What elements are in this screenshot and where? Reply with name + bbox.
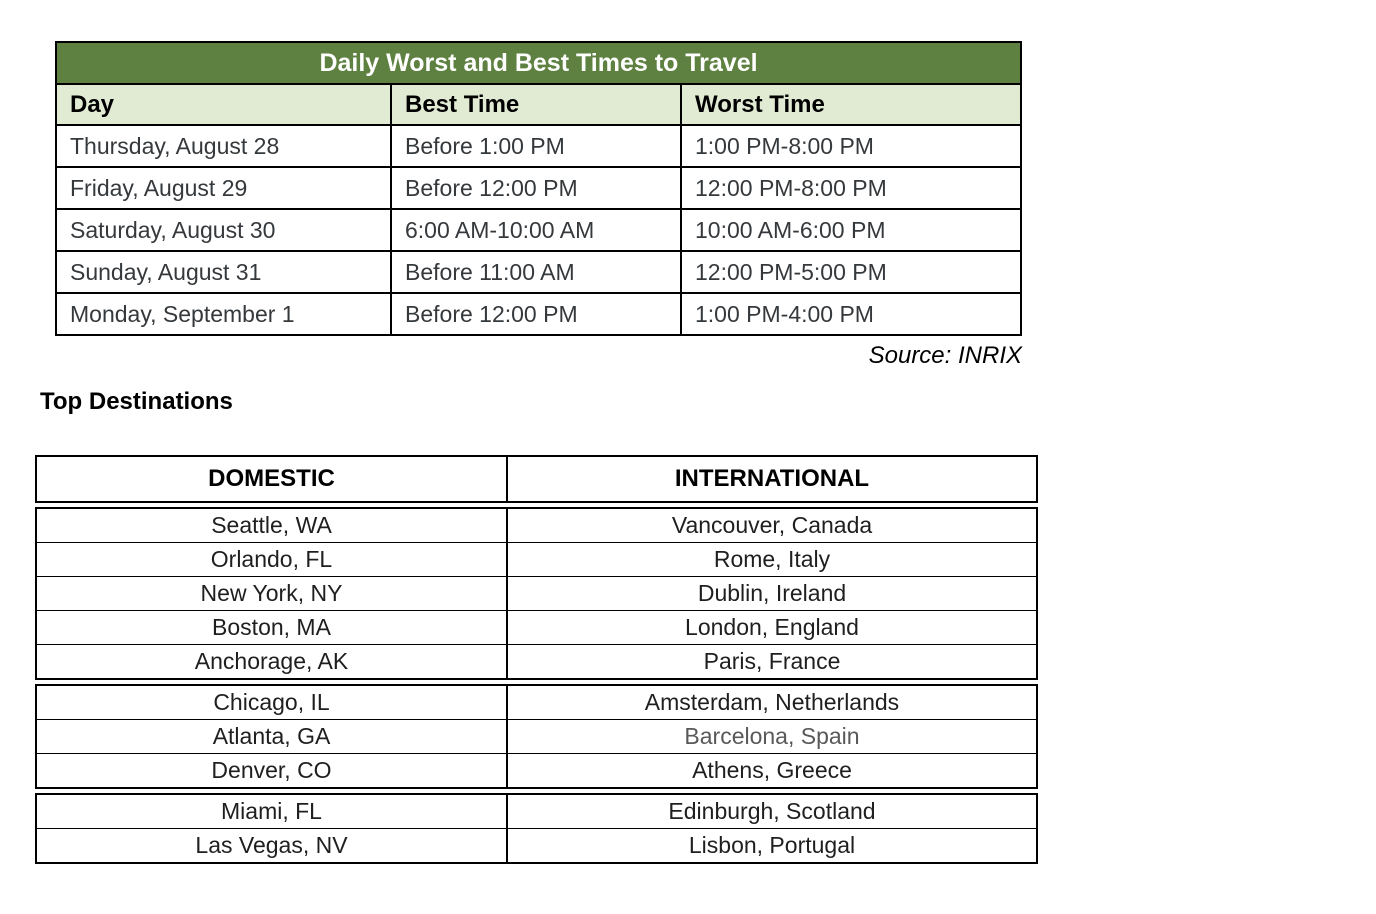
day-cell: Thursday, August 28 (57, 126, 392, 166)
international-cell: Dublin, Ireland (697, 580, 847, 606)
travel-times-header-row (57, 85, 1020, 126)
day-cell: Saturday, August 30 (57, 210, 392, 250)
table-row (37, 509, 1036, 543)
table-row (37, 720, 1036, 754)
column-header-international: INTERNATIONAL (674, 465, 870, 492)
column-header-domestic: DOMESTIC (37, 457, 508, 501)
table-row (37, 686, 1036, 720)
domestic-cell: Denver, CO (37, 754, 508, 787)
table-row (57, 294, 1020, 334)
best-time-cell: Before 11:00 AM (392, 252, 682, 292)
international-cell: Vancouver, Canada (671, 512, 873, 538)
domestic-cell: Chicago, IL (37, 686, 508, 719)
worst-time-cell: 12:00 PM-8:00 PM (695, 174, 887, 201)
international-cell: Lisbon, Portugal (688, 832, 856, 858)
domestic-cell: Boston, MA (37, 611, 508, 644)
destinations-group-1 (35, 507, 1038, 680)
domestic-cell: Anchorage, AK (37, 645, 508, 678)
domestic-cell: Atlanta, GA (37, 720, 508, 753)
international-cell: Athens, Greece (692, 757, 852, 783)
international-cell: Barcelona, Spain (684, 723, 860, 749)
source-attribution: Source: INRIX (868, 342, 1022, 369)
best-time-cell: Before 12:00 PM (392, 294, 682, 334)
best-time-cell: Before 1:00 PM (392, 126, 682, 166)
worst-time-cell: 1:00 PM-8:00 PM (695, 132, 874, 159)
table-row (57, 126, 1020, 168)
table-row (57, 210, 1020, 252)
worst-time-cell: 12:00 PM-5:00 PM (695, 258, 887, 285)
international-cell: Amsterdam, Netherlands (644, 689, 900, 715)
international-cell: Paris, France (703, 648, 841, 674)
domestic-cell: Miami, FL (37, 795, 508, 828)
day-cell: Monday, September 1 (57, 294, 392, 334)
travel-times-table (55, 41, 1022, 336)
column-header-day: Day (57, 85, 392, 124)
table-row (37, 795, 1036, 829)
table-row (57, 252, 1020, 294)
table-row (37, 611, 1036, 645)
table-row (37, 829, 1036, 862)
column-header-best-time: Best Time (392, 85, 682, 124)
column-header-worst-time: Worst Time (695, 90, 825, 118)
destinations-group-3 (35, 793, 1038, 864)
worst-time-cell: 10:00 AM-6:00 PM (695, 216, 886, 243)
best-time-cell: 6:00 AM-10:00 AM (392, 210, 682, 250)
domestic-cell: Orlando, FL (37, 543, 508, 576)
best-time-cell: Before 12:00 PM (392, 168, 682, 208)
destinations-group-2 (35, 684, 1038, 789)
day-cell: Friday, August 29 (57, 168, 392, 208)
international-cell: London, England (685, 614, 859, 640)
travel-times-section (55, 41, 1022, 370)
travel-times-table-title: Daily Worst and Best Times to Travel (57, 43, 1020, 85)
destinations-table (35, 455, 1038, 864)
domestic-cell: New York, NY (37, 577, 508, 610)
day-cell: Sunday, August 31 (57, 252, 392, 292)
table-row (37, 754, 1036, 787)
table-row (37, 577, 1036, 611)
top-destinations-heading: Top Destinations (40, 388, 233, 415)
table-row (57, 168, 1020, 210)
table-row (37, 543, 1036, 577)
table-row (37, 645, 1036, 678)
international-cell: Edinburgh, Scotland (668, 798, 876, 824)
destinations-header-row (37, 457, 1036, 501)
worst-time-cell: 1:00 PM-4:00 PM (695, 300, 874, 327)
destinations-header-section (35, 455, 1038, 503)
domestic-cell: Seattle, WA (37, 509, 508, 542)
domestic-cell: Las Vegas, NV (37, 829, 508, 862)
international-cell: Rome, Italy (713, 546, 831, 572)
